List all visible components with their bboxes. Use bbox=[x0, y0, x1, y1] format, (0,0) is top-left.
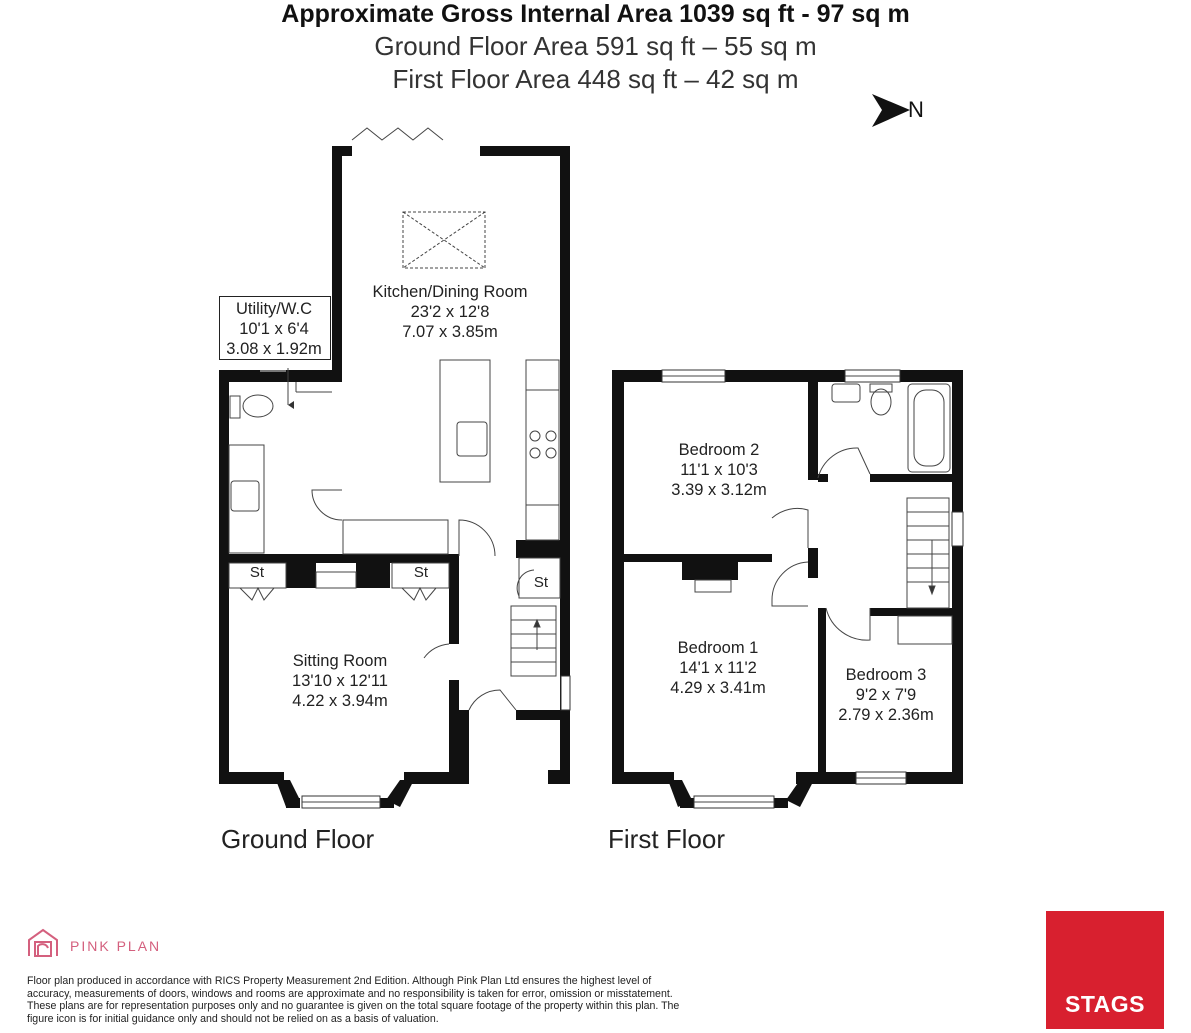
room-imperial: 23'2 x 12'8 bbox=[410, 303, 490, 321]
room-name: Sitting Room bbox=[292, 652, 388, 670]
chimney-breast bbox=[682, 562, 738, 580]
room-imperial: 14'1 x 11'2 bbox=[679, 659, 757, 677]
wall bbox=[449, 680, 459, 784]
wall bbox=[219, 772, 284, 784]
wall bbox=[480, 146, 570, 156]
bay-wall bbox=[380, 798, 394, 808]
hearth bbox=[316, 572, 356, 588]
room-metric: 7.07 x 3.85m bbox=[402, 323, 498, 341]
room-name: Bedroom 3 bbox=[845, 666, 927, 684]
door-swing bbox=[818, 448, 870, 478]
sink bbox=[457, 422, 487, 456]
room-label-kitchen bbox=[373, 282, 528, 342]
room-imperial: 9'2 x 7'9 bbox=[855, 686, 917, 704]
wall bbox=[808, 548, 818, 578]
room-label-bedroom-3 bbox=[838, 665, 933, 725]
wall bbox=[516, 710, 560, 720]
wall bbox=[906, 772, 963, 784]
bay-wall bbox=[774, 798, 788, 808]
door-swing bbox=[772, 562, 808, 606]
wall bbox=[548, 770, 570, 784]
room-name: Utility/W.C bbox=[235, 300, 313, 318]
wall bbox=[219, 554, 459, 563]
north-label: N bbox=[908, 97, 924, 122]
door-swing bbox=[772, 508, 808, 548]
cistern bbox=[230, 396, 240, 418]
chimney-breast bbox=[356, 554, 390, 588]
storage-label: St bbox=[249, 564, 265, 581]
room-name: Kitchen/Dining Room bbox=[372, 283, 528, 301]
toilet bbox=[243, 395, 273, 417]
airing-cupboard bbox=[898, 616, 952, 644]
toilet bbox=[871, 389, 891, 415]
stags-brand: STAGS bbox=[1064, 991, 1146, 1017]
ground-floor-area: Ground Floor Area 591 sq ft – 55 sq m bbox=[374, 31, 817, 61]
wall bbox=[612, 554, 772, 562]
room-label-sitting bbox=[292, 651, 388, 711]
kitchen-island bbox=[440, 360, 490, 482]
door-swing bbox=[312, 490, 342, 520]
wall bbox=[808, 370, 818, 480]
window bbox=[561, 676, 570, 710]
wall bbox=[612, 370, 624, 784]
bay-wall bbox=[786, 780, 814, 807]
door-swing bbox=[459, 520, 495, 556]
door-swing bbox=[469, 690, 516, 710]
room-imperial: 11'1 x 10'3 bbox=[680, 461, 758, 479]
room-label-bedroom-2 bbox=[671, 440, 766, 500]
stairs bbox=[907, 498, 949, 608]
wall bbox=[818, 474, 828, 482]
north-arrow-icon bbox=[872, 94, 910, 127]
hob-ring bbox=[530, 448, 540, 458]
hearth bbox=[695, 580, 731, 592]
skylight bbox=[403, 212, 485, 268]
room-name: Bedroom 1 bbox=[677, 639, 759, 657]
utility-sink bbox=[231, 481, 259, 511]
bifold-door bbox=[352, 128, 443, 140]
bay-wall bbox=[286, 798, 300, 808]
hob-ring bbox=[546, 431, 556, 441]
wall bbox=[219, 370, 229, 782]
room-metric: 3.39 x 3.12m bbox=[671, 481, 767, 499]
bay-wall bbox=[680, 798, 694, 808]
gross-area-title: Approximate Gross Internal Area 1039 sq ft - 97 sq m bbox=[281, 0, 910, 28]
wall bbox=[952, 370, 963, 784]
kitchen-cabinet bbox=[343, 520, 448, 554]
stairs bbox=[511, 606, 556, 676]
first-floor-area: First Floor Area 448 sq ft – 42 sq m bbox=[392, 64, 799, 94]
room-imperial: 10'1 x 6'4 bbox=[239, 320, 309, 338]
wall bbox=[818, 608, 826, 784]
ground-floor-title: Ground Floor bbox=[221, 824, 375, 854]
wall bbox=[870, 474, 952, 482]
wall bbox=[516, 540, 560, 558]
disclaimer-text: Floor plan produced in accordance with RICS Property Measurement 2nd Edition. Although Pink Plan Ltd ensures the highest level of accuracy, measurements of doors, windows and rooms are approximate and no responsibility is taken for error, omission or misstatement. These plans are for representation purposes only and no guarantee is given on the total square footage of the property within this plan. The figure icon is for initial guidance only and should not be relied on as a basis of valuation. bbox=[27, 975, 680, 1025]
storage-label: St bbox=[533, 574, 549, 591]
room-imperial: 13'10 x 12'11 bbox=[292, 672, 388, 690]
first-floor-title: First Floor bbox=[608, 824, 725, 854]
pink-plan-logo-icon bbox=[29, 930, 57, 956]
room-metric: 4.29 x 3.41m bbox=[670, 679, 766, 697]
chimney-breast bbox=[286, 554, 316, 588]
room-label-utility bbox=[226, 299, 321, 359]
wall bbox=[449, 554, 459, 644]
pink-plan-brand: PINK PLAN bbox=[70, 938, 162, 954]
wall bbox=[459, 710, 469, 784]
hob-ring bbox=[546, 448, 556, 458]
wall bbox=[332, 146, 342, 382]
wall bbox=[612, 772, 674, 784]
room-metric: 4.22 x 3.94m bbox=[292, 692, 388, 710]
wall bbox=[870, 608, 952, 616]
wall bbox=[725, 370, 845, 382]
room-label-bedroom-1 bbox=[670, 638, 765, 698]
hob-ring bbox=[530, 431, 540, 441]
room-metric: 2.79 x 2.36m bbox=[838, 706, 934, 724]
storage-label: St bbox=[413, 564, 429, 581]
basin bbox=[832, 384, 860, 402]
stags-logo bbox=[1046, 911, 1164, 1029]
room-name: Bedroom 2 bbox=[678, 441, 760, 459]
window bbox=[952, 512, 963, 546]
door-swing bbox=[826, 608, 870, 640]
door-swing bbox=[424, 644, 449, 658]
room-metric: 3.08 x 1.92m bbox=[226, 340, 322, 358]
